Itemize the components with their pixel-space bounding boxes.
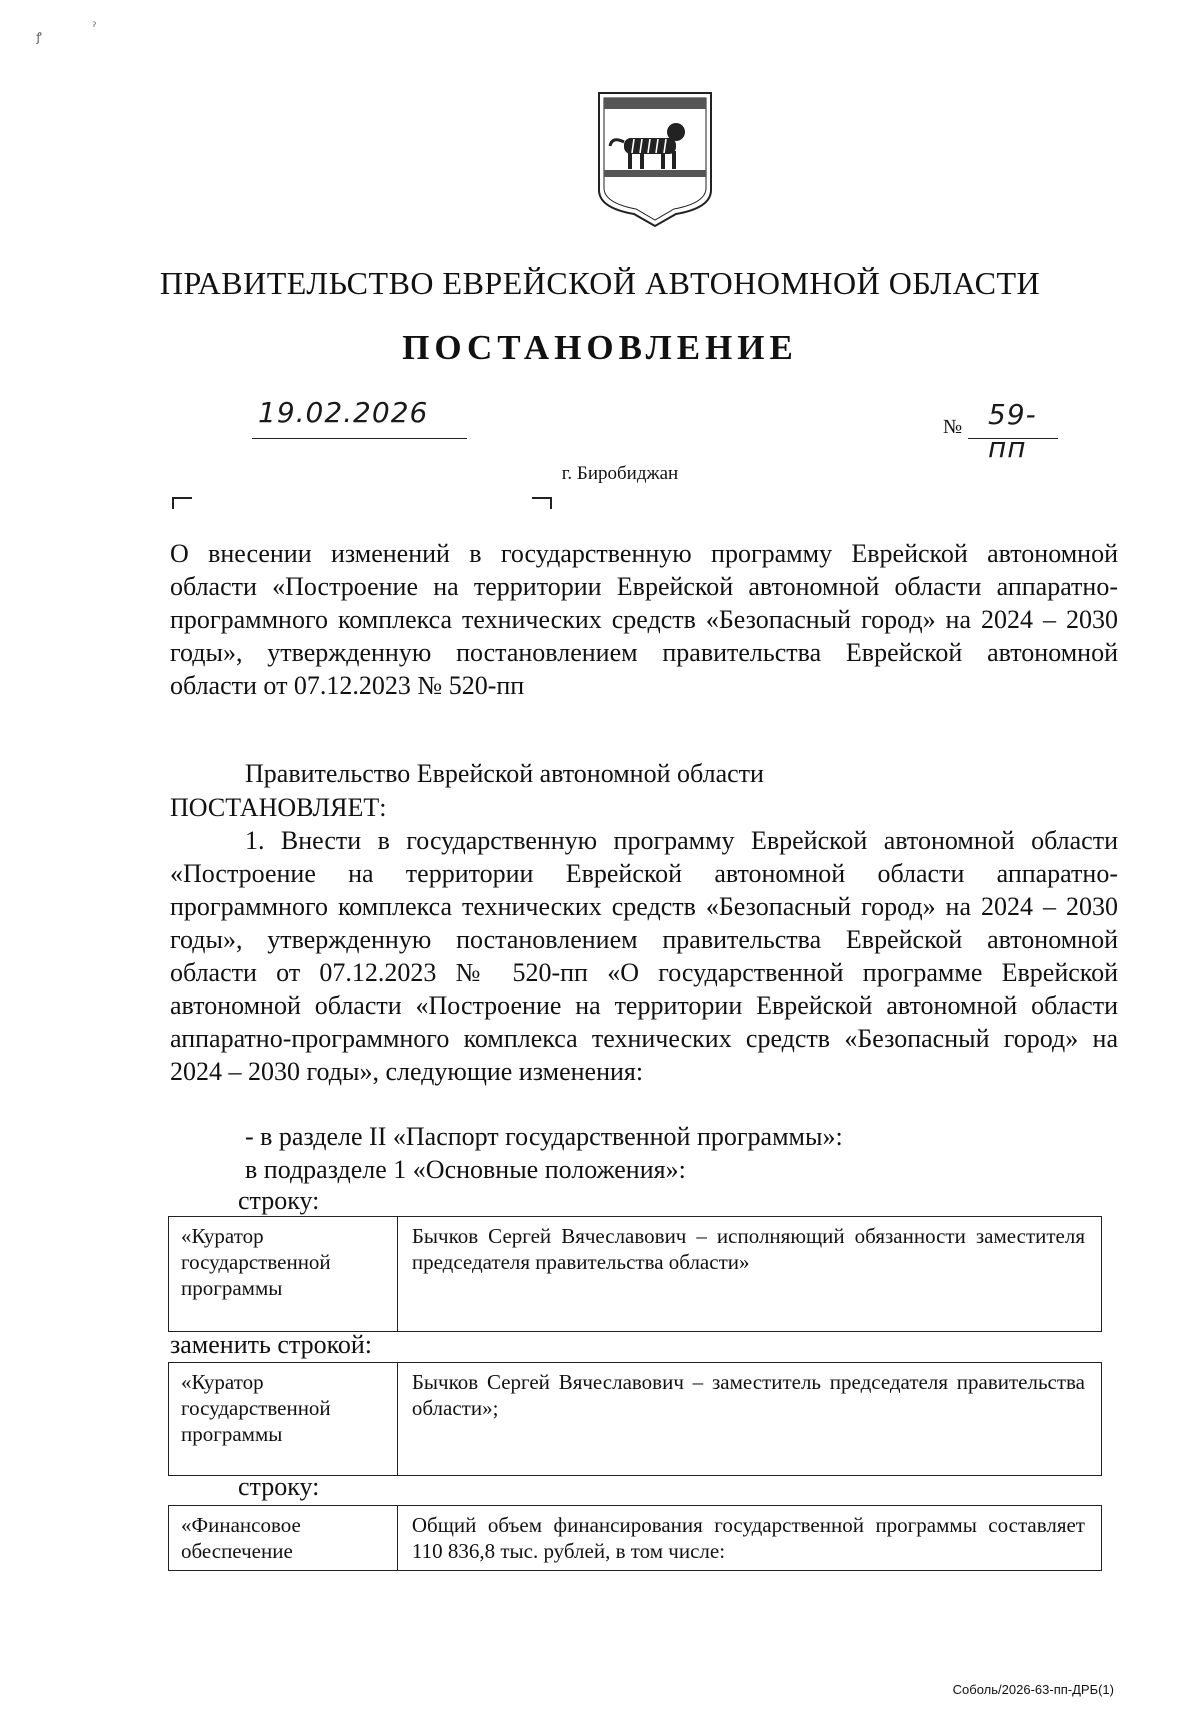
- table-current-curator: [168, 1216, 1102, 1332]
- table-row: [169, 1506, 1102, 1571]
- title-corner-right: [532, 497, 552, 509]
- scan-mark: ˀ: [92, 20, 97, 34]
- label-row-1: строку:: [238, 1186, 320, 1215]
- number-label: №: [943, 416, 963, 438]
- issuing-authority: ПРАВИТЕЛЬСТВО ЕВРЕЙСКОЙ АВТОНОМНОЙ ОБЛАСТИ: [159, 265, 1041, 301]
- preamble-line-1: Правительство Еврейской автономной области: [245, 759, 764, 788]
- table-cell-label: «Финансовое обеспечение: [169, 1506, 398, 1571]
- section-line: - в разделе II «Паспорт государственной программы»:: [245, 1122, 843, 1151]
- table-new-curator: [168, 1362, 1102, 1476]
- city: г. Биробиджан: [561, 463, 679, 484]
- handwritten-date: 19.02.2026: [258, 396, 429, 429]
- preamble-line-2: ПОСТАНОВЛЯЕТ:: [170, 793, 387, 822]
- document-title: О внесении изменений в государственную программу Еврейской автономной области «Построение на территории Еврейской автономной области аппаратно-программного комплекса технических средств «Безопасный город» на 2024 – 2030 годы», утвержденную постановлением правительства Еврейской автономной области от 07.12.2023 № 520-пп: [170, 539, 1118, 700]
- handwritten-number: 59-пп: [988, 398, 1037, 464]
- table-cell-value: Бычков Сергей Вячеславович – исполняющий обязанности заместителя председателя правительства области»: [397, 1217, 1101, 1332]
- document-type: ПОСТАНОВЛЕНИЕ: [402, 328, 798, 367]
- scan-mark: ꝭ: [36, 30, 42, 44]
- table-row: [169, 1363, 1102, 1476]
- table-row: [169, 1217, 1102, 1332]
- item-1-text: 1. Внести в государственную программу Еврейской автономной области «Построение на территории Еврейской автономной области аппаратно-программного комплекса технических средств «Безопасный город» на 2024 – 2030 годы», утвержденную постановлением правительства Еврейской автономной области от 07.12.2023 № 520-пп «О государственной программе Еврейской автономной области «Построение на территории Еврейской автономной области аппаратно-программного комплекса технических средств «Безопасный город» на 2024 – 2030 годы», следующие изменения:: [170, 826, 1118, 1086]
- title-corner-left: [172, 497, 192, 509]
- label-row-2: строку:: [238, 1472, 320, 1501]
- table-cell-label: «Куратор государственной программы: [169, 1217, 398, 1332]
- date-field: [252, 396, 467, 439]
- coat-of-arms-emblem: [596, 90, 714, 230]
- subsection-line: в подразделе 1 «Основные положения»:: [245, 1155, 686, 1184]
- table-cell-value: Общий объем финансирования государственной программы составляет 110 836,8 тыс. рублей, в том числе:: [397, 1506, 1101, 1571]
- document-code: Соболь/2026-63-пп-ДРБ(1): [952, 1682, 1114, 1697]
- number-field: [968, 398, 1058, 464]
- table-cell-value: Бычков Сергей Вячеславович – заместитель председателя правительства области»;: [397, 1363, 1101, 1476]
- label-replace: заменить строкой:: [170, 1330, 373, 1359]
- table-cell-label: «Куратор государственной программы: [169, 1363, 398, 1476]
- table-financing: [168, 1505, 1102, 1571]
